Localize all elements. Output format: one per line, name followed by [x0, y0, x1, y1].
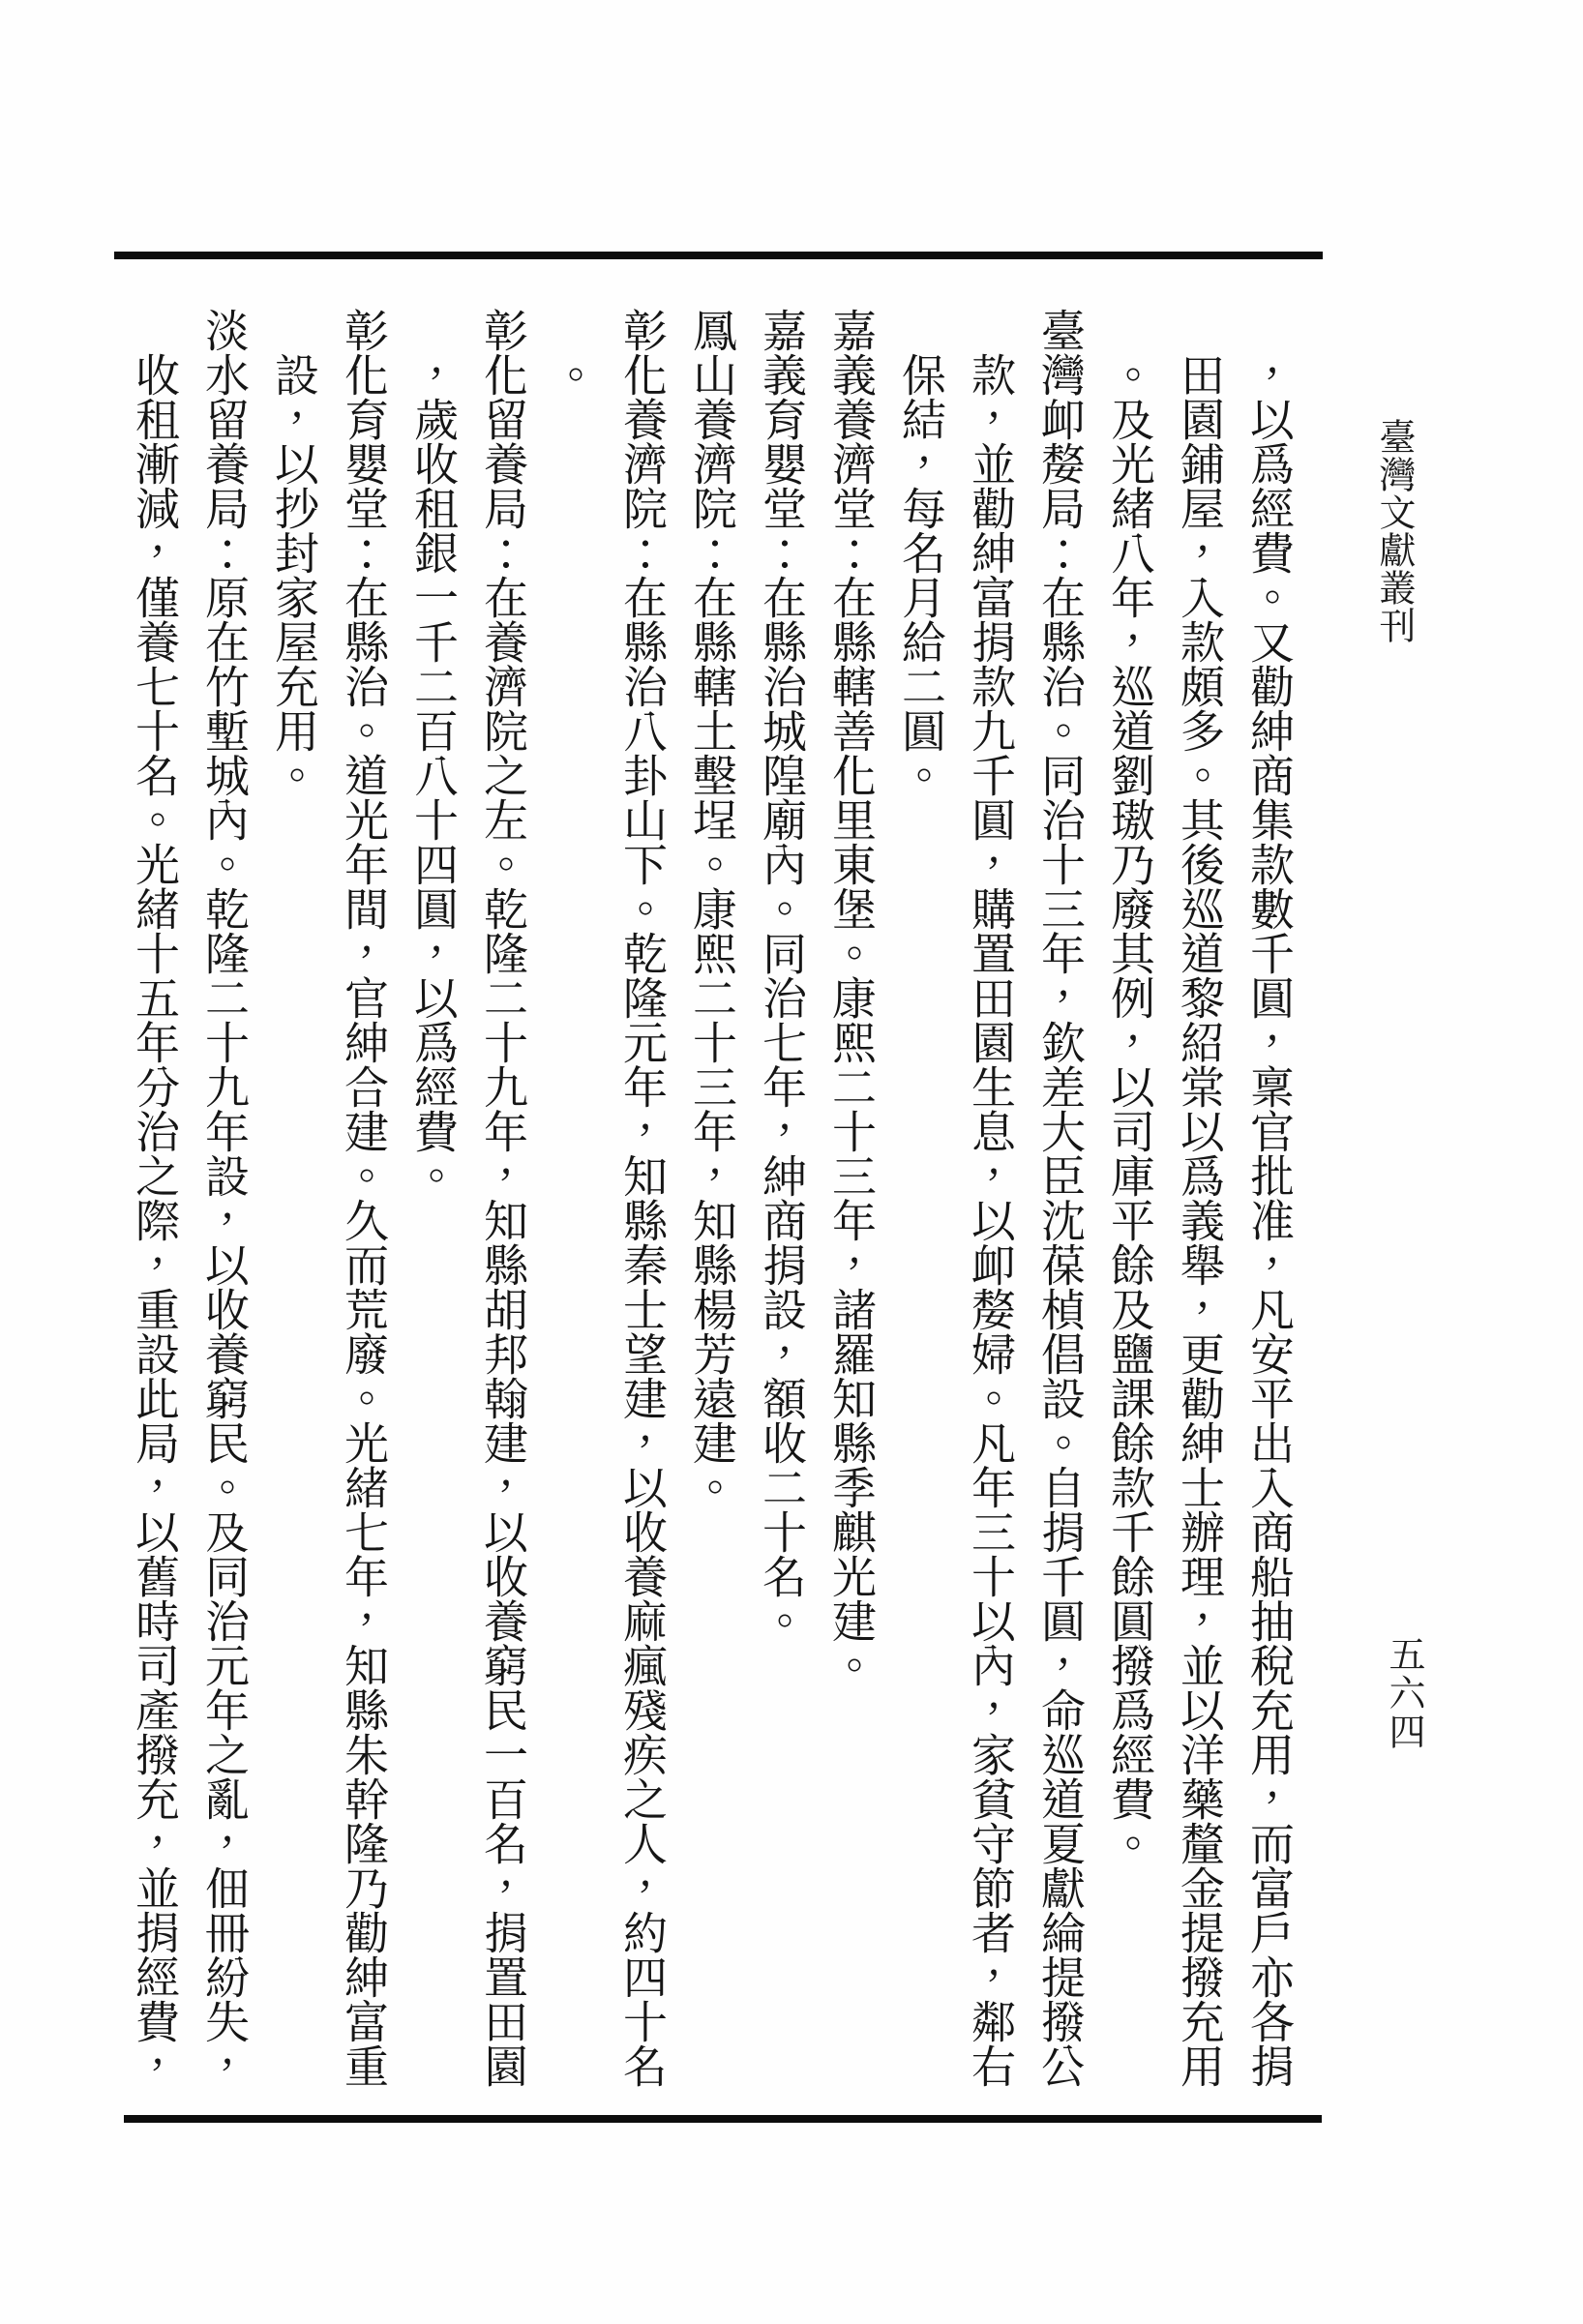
entry-paragraph-jiayi-yangjitang: 嘉義養濟堂：在縣轄善化里東堡。康熙二十三年，諸羅知縣季麒光建。 — [825, 308, 878, 1687]
entry-paragraph-danshui-liuyangju: 淡水留養局：原在竹塹城內。乾隆二十九年設，以收養窮民。及同治元年之亂，佃冊紛失，收租漸減，僅養七十名。光緒十五年分治之際，重設此局，以舊時司產撥充，並捐經費， — [129, 308, 251, 2088]
entry-paragraph-zhanghua-liuyangju: 彰化留養局：在養濟院之左。乾隆二十九年，知縣胡邦翰建，以收養窮民一百名，捐置田園，歲收租銀一千二百八十四圓，以爲經費。 — [407, 308, 529, 2088]
bottom-rule — [124, 2115, 1322, 2123]
top-rule — [114, 252, 1323, 259]
entry-paragraph-fengshan-yangjiyuan: 鳳山養濟院：在縣轄土墼埕。康熙二十三年，知縣楊芳遠建。 — [686, 308, 738, 1509]
entry-paragraph-jiayi-yuyingtang: 嘉義育嬰堂：在縣治城隍廟內。同治七年，紳商捐設，額收二十名。 — [756, 308, 808, 1643]
entry-paragraph-zhanghua-yangjiyuan: 彰化養濟院：在縣治八卦山下。乾隆元年，知縣秦士望建，以收養麻瘋殘疾之人，約四十名。 — [547, 308, 669, 2088]
page-number: 五六四 — [1383, 1635, 1425, 1751]
entry-paragraph-taiwan-xuliju: 臺灣卹嫠局：在縣治。同治十三年，欽差大臣沈葆楨倡設。自捐千圓，命巡道夏獻綸提撥公款，並勸紳富捐款九千圓，購置田園生息，以卹嫠婦。凡年三十以內，家貧守節者，鄰右保結，每名月給二圓。 — [895, 308, 1087, 2088]
entry-paragraph-zhanghua-yuyingtang: 彰化育嬰堂：在縣治。道光年間，官紳合建。久而荒廢。光緒七年，知縣朱幹隆乃勸紳富重設，以抄封家屋充用。 — [268, 308, 390, 2088]
entry-paragraph-continuation: ，以爲經費。又勸紳商集款數千圓，稟官批准，凡安平出入商船抽稅充用，而富戶亦各捐田園鋪屋，入款頗多。其後巡道黎紹棠以爲義舉，更勸紳士辦理，並以洋藥釐金提撥充用。及光緒八年，巡道劉璈乃廢其例，以司庫平餘及鹽課餘款千餘圓撥爲經費。 — [1104, 352, 1296, 2088]
page-body-text — [120, 308, 1304, 2088]
series-title: 臺灣文獻叢刊 — [1373, 418, 1416, 644]
